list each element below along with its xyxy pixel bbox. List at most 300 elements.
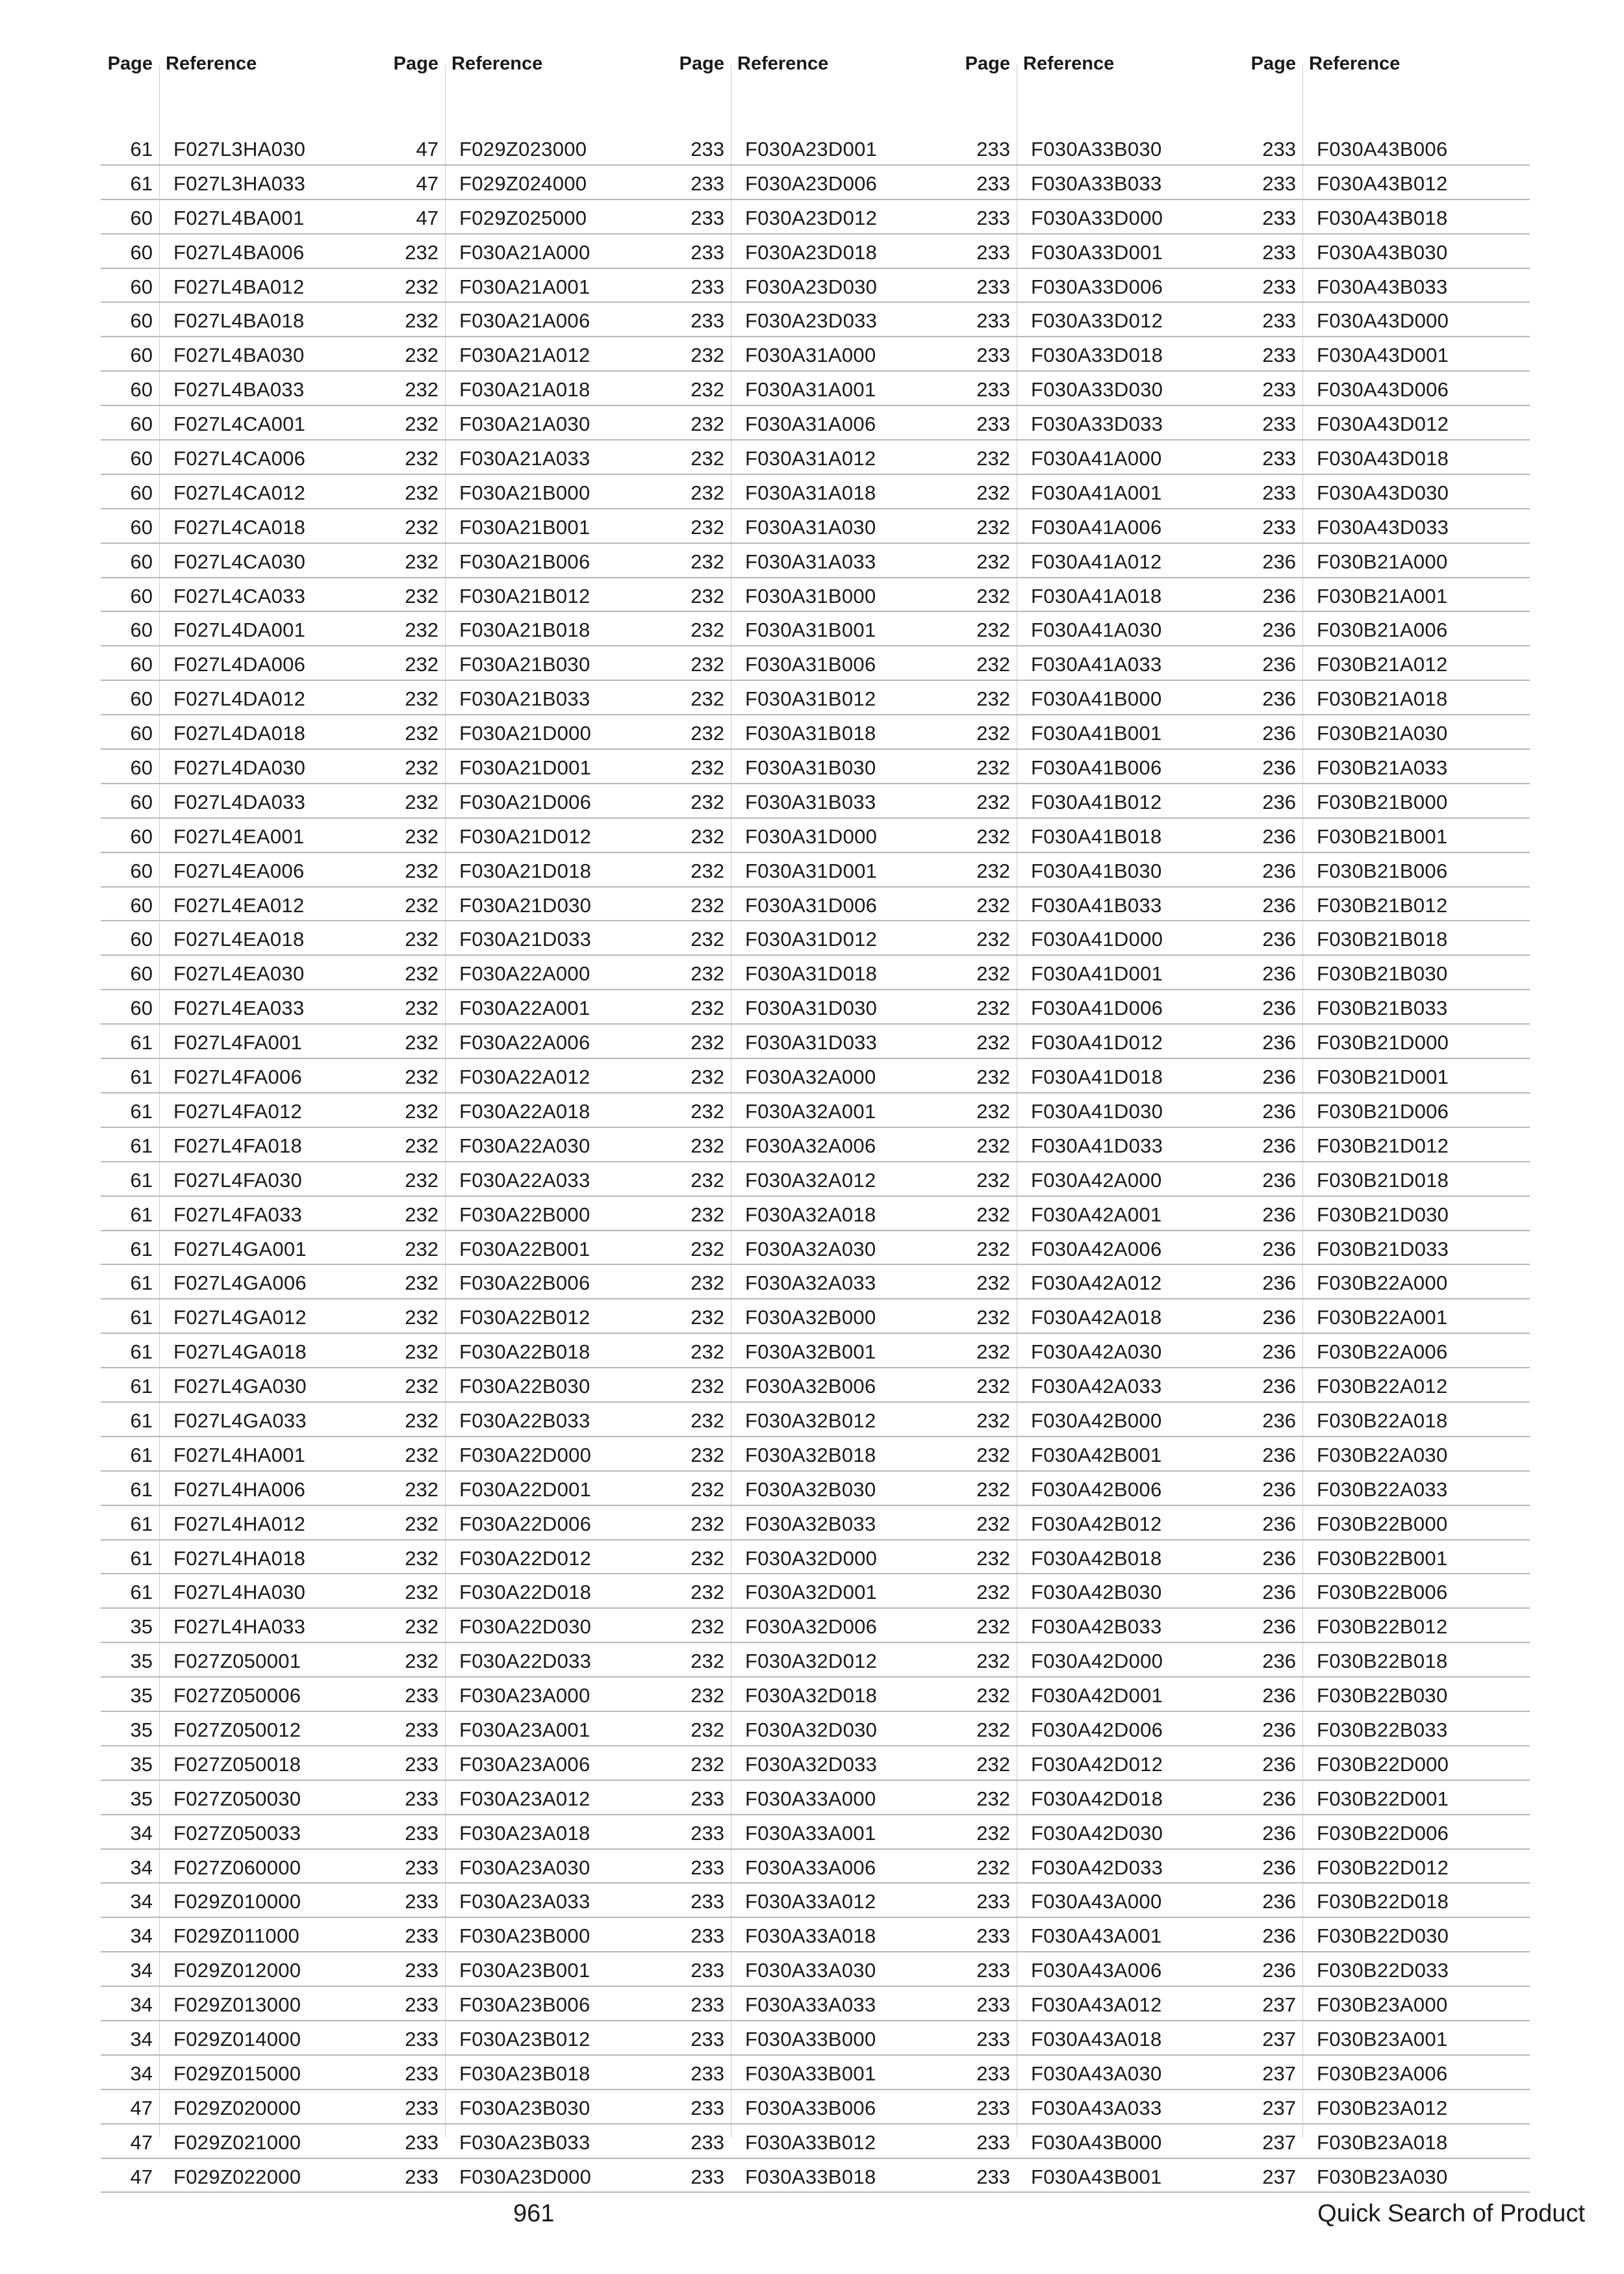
index-row [101, 1850, 387, 1884]
reference-code-cell: F030A23B033 [459, 2130, 590, 2154]
page-number-cell: 233 [1262, 344, 1296, 367]
page-number-cell: 232 [405, 619, 438, 642]
index-row [101, 1746, 387, 1781]
reference-code-cell: F027L4CA006 [173, 447, 306, 470]
index-row [387, 1574, 672, 1609]
page-number-cell: 233 [976, 275, 1010, 298]
page-number-cell: 236 [1262, 687, 1296, 711]
page-number-cell: 61 [130, 1443, 153, 1466]
page-number-cell: 232 [405, 893, 438, 917]
page-number-cell: 232 [691, 722, 724, 745]
page-number-cell: 232 [405, 515, 438, 539]
index-row [672, 475, 958, 509]
index-row [101, 1162, 387, 1197]
page-number-cell: 232 [691, 378, 724, 402]
index-row [958, 646, 1244, 681]
index-row [101, 2056, 387, 2090]
page-number-cell: 233 [1262, 206, 1296, 229]
index-row [958, 1334, 1244, 1368]
page-number-cell: 60 [130, 893, 153, 917]
index-row [1244, 1231, 1530, 1266]
reference-code-cell: F027L4DA030 [173, 756, 306, 780]
page-number-cell: 232 [691, 1718, 724, 1741]
reference-code-cell: F027L4HA030 [173, 1581, 306, 1604]
page-number-cell: 232 [405, 240, 438, 264]
index-row [101, 131, 387, 166]
index-row [958, 441, 1244, 475]
index-row [958, 303, 1244, 337]
reference-code-cell: F030A23D012 [745, 206, 878, 229]
page-number-cell: 34 [130, 1856, 153, 1879]
page-number-cell: 60 [130, 619, 153, 642]
reference-code-cell: F030B22A030 [1317, 1443, 1448, 1466]
page-number-cell: 60 [130, 550, 153, 573]
page-number-cell: 233 [1262, 275, 1296, 298]
index-row [101, 441, 387, 475]
reference-code-cell: F030A22A001 [459, 997, 590, 1020]
reference-code-cell: F030A31A006 [745, 413, 876, 436]
page-number-cell: 236 [1262, 1512, 1296, 1535]
page-number-cell: 236 [1262, 1718, 1296, 1741]
page-number-cell: 60 [130, 584, 153, 607]
page-number-cell: 232 [976, 1684, 1010, 1707]
index-row [387, 1850, 672, 1884]
page-number-cell: 34 [130, 1890, 153, 1913]
index-row [387, 1197, 672, 1231]
index-row [387, 1952, 672, 1987]
index-row [958, 750, 1244, 784]
reference-code-cell: F030A31D001 [745, 859, 878, 882]
reference-code-cell: F030A32D018 [745, 1684, 878, 1707]
reference-code-cell: F030A42B033 [1031, 1615, 1162, 1639]
reference-code-cell: F030A31A030 [745, 515, 876, 539]
index-row [387, 1403, 672, 1437]
index-row [387, 1128, 672, 1162]
reference-code-cell: F027Z060000 [173, 1856, 301, 1879]
page-number-cell: 60 [130, 756, 153, 780]
reference-code-cell: F030B21B030 [1317, 962, 1448, 986]
page-number-cell: 233 [1262, 309, 1296, 333]
page-number-cell: 232 [405, 1168, 438, 1192]
reference-code-cell: F030B22B012 [1317, 1615, 1448, 1639]
index-row [101, 337, 387, 372]
page-number-cell: 232 [691, 1684, 724, 1707]
index-row [958, 1918, 1244, 1952]
reference-code-cell: F030A23D000 [459, 2165, 592, 2188]
reference-code-cell: F030B22D000 [1317, 1752, 1449, 1776]
index-row [1244, 1472, 1530, 1506]
index-row [1244, 1540, 1530, 1575]
page-number-cell: 47 [130, 2130, 153, 2154]
reference-code-cell: F029Z012000 [173, 1959, 301, 1982]
index-row [958, 1678, 1244, 1712]
page-number-cell: 236 [1262, 997, 1296, 1020]
reference-code-cell: F030A33B006 [745, 2096, 876, 2119]
index-row [1244, 1987, 1530, 2021]
page-number-cell: 233 [405, 1821, 438, 1845]
column-header [101, 39, 387, 91]
page-number-cell: 232 [976, 790, 1010, 813]
reference-code-cell: F027L4BA018 [173, 309, 305, 333]
reference-code-cell: F030A41B000 [1031, 687, 1162, 711]
reference-code-cell: F030A23A006 [459, 1752, 590, 1776]
page-number-cell: 233 [976, 2130, 1010, 2154]
page-column-label: Page [1250, 53, 1296, 74]
reference-code-cell: F030A21A030 [459, 413, 590, 436]
reference-column-label: Reference [451, 53, 543, 74]
reference-code-cell: F027L4GA012 [173, 1306, 307, 1329]
reference-code-cell: F030B22D018 [1317, 1890, 1449, 1913]
index-row [387, 990, 672, 1025]
page-number-cell: 232 [976, 1477, 1010, 1501]
column-header [672, 39, 958, 91]
index-row [387, 2125, 672, 2159]
index-row [672, 888, 958, 922]
reference-code-cell: F027Z050030 [173, 1787, 301, 1810]
index-row [672, 1609, 958, 1643]
index-row [1244, 1299, 1530, 1334]
reference-code-cell: F030A32D030 [745, 1718, 878, 1741]
reference-code-cell: F030A31B000 [745, 584, 876, 607]
page-number-cell: 236 [1262, 1409, 1296, 1432]
page-number-cell: 233 [405, 2027, 438, 2050]
index-row [101, 1403, 387, 1437]
index-row [672, 544, 958, 578]
reference-code-cell: F030B21D018 [1317, 1168, 1449, 1192]
reference-code-cell: F030A41D006 [1031, 997, 1163, 1020]
page-number-cell: 60 [130, 378, 153, 402]
index-row [387, 544, 672, 578]
page-number-cell: 232 [976, 481, 1010, 504]
reference-code-cell: F027L4BA012 [173, 275, 305, 298]
page-number-cell: 233 [691, 275, 724, 298]
index-row [1244, 646, 1530, 681]
reference-code-cell: F030B21D033 [1317, 1237, 1449, 1260]
reference-code-cell: F027L4FA030 [173, 1168, 303, 1192]
page-number-cell: 236 [1262, 790, 1296, 813]
page-number-cell: 236 [1262, 1443, 1296, 1466]
page-number-cell: 60 [130, 275, 153, 298]
reference-code-cell: F030A31D033 [745, 1031, 878, 1054]
page-number-cell: 232 [691, 756, 724, 780]
reference-code-cell: F027Z050006 [173, 1684, 301, 1707]
reference-code-cell: F030A42A006 [1031, 1237, 1162, 1260]
index-row [1244, 235, 1530, 269]
index-row [387, 853, 672, 888]
page-number-cell: 232 [691, 790, 724, 813]
index-row [101, 1299, 387, 1334]
page-number-cell: 232 [405, 378, 438, 402]
page-number-cell: 232 [691, 687, 724, 711]
reference-code-cell: F030A22D018 [459, 1581, 592, 1604]
page-number-cell: 47 [130, 2096, 153, 2119]
reference-code-cell: F030A42B030 [1031, 1581, 1162, 1604]
page-number-cell: 237 [1262, 2027, 1296, 2050]
reference-code-cell: F030A31A018 [745, 481, 876, 504]
page-number-cell: 233 [691, 1787, 724, 1810]
reference-code-cell: F030A42B006 [1031, 1477, 1162, 1501]
index-row [672, 509, 958, 544]
page-number-cell: 232 [691, 481, 724, 504]
page-number-cell: 60 [130, 824, 153, 848]
index-row [672, 1678, 958, 1712]
index-row [1244, 475, 1530, 509]
reference-code-cell: F029Z010000 [173, 1890, 301, 1913]
page-number-cell: 233 [691, 1890, 724, 1913]
index-column-1 [101, 39, 387, 2188]
index-row [101, 681, 387, 715]
reference-code-cell: F030A42D012 [1031, 1752, 1163, 1776]
page-number-cell: 236 [1262, 1959, 1296, 1982]
reference-code-cell: F030A22B018 [459, 1340, 590, 1364]
page-number-cell: 61 [130, 1134, 153, 1157]
reference-code-cell: F030B21B001 [1317, 824, 1448, 848]
reference-code-cell: F027L4GA006 [173, 1271, 307, 1295]
page-number-cell: 232 [691, 515, 724, 539]
page-number-cell: 61 [130, 1066, 153, 1089]
reference-code-cell: F030A33B033 [1031, 172, 1162, 195]
reference-code-cell: F030A41B030 [1031, 859, 1162, 882]
reference-code-cell: F030A41D012 [1031, 1031, 1163, 1054]
page-number-cell: 232 [976, 1787, 1010, 1810]
reference-code-cell: F030A43D000 [1317, 309, 1449, 333]
reference-code-cell: F027L4BA006 [173, 240, 305, 264]
page-number-cell: 35 [130, 1615, 153, 1639]
reference-code-cell: F030A31A012 [745, 447, 876, 470]
page-number-cell: 236 [1262, 1890, 1296, 1913]
reference-code-cell: F027L4GA033 [173, 1409, 307, 1432]
reference-code-cell: F030B23A018 [1317, 2130, 1448, 2154]
index-row [672, 406, 958, 441]
reference-code-cell: F030A43B001 [1031, 2165, 1162, 2188]
page-number-cell: 236 [1262, 1306, 1296, 1329]
page-number-cell: 232 [405, 309, 438, 333]
index-row [101, 406, 387, 441]
page-number-cell: 232 [405, 413, 438, 436]
page-number-cell: 232 [976, 1512, 1010, 1535]
reference-code-cell: F027L4CA033 [173, 584, 306, 607]
page-number-cell: 232 [691, 447, 724, 470]
index-row [958, 1609, 1244, 1643]
reference-code-cell: F030A21D001 [459, 756, 592, 780]
index-row [1244, 819, 1530, 853]
reference-code-cell: F030B22A012 [1317, 1375, 1448, 1398]
page-number-cell: 233 [1262, 481, 1296, 504]
page-number-cell: 236 [1262, 1340, 1296, 1364]
index-row [958, 1815, 1244, 1850]
reference-code-cell: F030A22B001 [459, 1237, 590, 1260]
index-row [958, 578, 1244, 613]
reference-code-cell: F030A42B012 [1031, 1512, 1162, 1535]
reference-code-cell: F029Z023000 [459, 138, 587, 160]
page-number-cell: 232 [691, 1203, 724, 1226]
page-number-cell: 232 [976, 756, 1010, 780]
index-row [672, 1162, 958, 1197]
page-number-cell: 236 [1262, 1856, 1296, 1879]
page-number-cell: 232 [976, 1271, 1010, 1295]
page-number-cell: 232 [405, 584, 438, 607]
page-number-cell: 232 [976, 859, 1010, 882]
page-number-cell: 232 [691, 1306, 724, 1329]
reference-code-cell: F030B22A001 [1317, 1306, 1448, 1329]
reference-code-cell: F030B21D006 [1317, 1099, 1449, 1123]
index-row [101, 2021, 387, 2056]
page-number-cell: 233 [691, 206, 724, 229]
index-row [101, 269, 387, 303]
index-rows [1244, 131, 1530, 2193]
index-row [101, 1231, 387, 1266]
page-number-cell: 232 [976, 893, 1010, 917]
reference-code-cell: F030B21A000 [1317, 550, 1448, 573]
page-number-cell: 236 [1262, 928, 1296, 951]
page-number-cell: 61 [130, 1168, 153, 1192]
reference-code-cell: F030A33D000 [1031, 206, 1163, 229]
index-row [1244, 166, 1530, 200]
reference-code-cell: F027L4EA012 [173, 893, 305, 917]
index-row [387, 1059, 672, 1093]
index-row [1244, 1025, 1530, 1059]
page-number: 961 [513, 2200, 555, 2227]
reference-code-cell: F030A33D030 [1031, 378, 1163, 402]
index-row [672, 303, 958, 337]
reference-code-cell: F030A31B018 [745, 722, 876, 745]
reference-code-cell: F030A31D030 [745, 997, 878, 1020]
page-number-cell: 232 [976, 1375, 1010, 1398]
reference-code-cell: F027L4FA012 [173, 1099, 303, 1123]
page-number-cell: 236 [1262, 1168, 1296, 1192]
index-row [958, 681, 1244, 715]
page-number-cell: 61 [130, 1409, 153, 1432]
page-number-cell: 60 [130, 722, 153, 745]
page-number-cell: 232 [976, 1237, 1010, 1260]
index-row [1244, 2125, 1530, 2159]
index-row [958, 1368, 1244, 1403]
page-number-cell: 233 [976, 1924, 1010, 1948]
index-row [958, 1987, 1244, 2021]
page-number-cell: 232 [976, 447, 1010, 470]
reference-code-cell: F027L4CA030 [173, 550, 306, 573]
index-row [672, 990, 958, 1025]
index-row [958, 200, 1244, 235]
reference-code-cell: F030A23A030 [459, 1856, 590, 1879]
index-row [672, 612, 958, 646]
index-row [958, 1093, 1244, 1128]
index-row [1244, 715, 1530, 750]
index-row [387, 578, 672, 613]
index-row [1244, 1678, 1530, 1712]
page-number-cell: 232 [405, 1409, 438, 1432]
page-number-cell: 232 [405, 1615, 438, 1639]
page-number-cell: 232 [976, 619, 1010, 642]
page-number-cell: 232 [405, 447, 438, 470]
index-row [1244, 200, 1530, 235]
page-number-cell: 232 [976, 653, 1010, 676]
index-row [387, 646, 672, 681]
page-number-cell: 47 [130, 2165, 153, 2188]
index-row [387, 2021, 672, 2056]
index-row [101, 1918, 387, 1952]
reference-code-cell: F030A41D018 [1031, 1066, 1163, 1089]
page-number-cell: 232 [691, 928, 724, 951]
index-row [672, 1987, 958, 2021]
reference-code-cell: F030B23A006 [1317, 2062, 1448, 2085]
reference-code-cell: F030A42D000 [1031, 1650, 1163, 1673]
reference-code-cell: F030A23D001 [745, 138, 878, 160]
index-row [672, 819, 958, 853]
reference-code-cell: F030B21D030 [1317, 1203, 1449, 1226]
reference-code-cell: F030A22D033 [459, 1650, 592, 1673]
page-number-cell: 236 [1262, 859, 1296, 882]
index-row [387, 1987, 672, 2021]
reference-code-cell: F030A32A001 [745, 1099, 876, 1123]
index-row [1244, 1403, 1530, 1437]
reference-code-cell: F030A21A006 [459, 309, 590, 333]
page-number-cell: 233 [976, 1890, 1010, 1913]
reference-code-cell: F030A42D033 [1031, 1856, 1163, 1879]
index-row [101, 1197, 387, 1231]
page-number-cell: 233 [691, 2130, 724, 2154]
page-number-cell: 60 [130, 240, 153, 264]
index-row [387, 406, 672, 441]
index-row [958, 2090, 1244, 2125]
index-row [101, 166, 387, 200]
page-number-cell: 233 [405, 2130, 438, 2154]
index-row [958, 235, 1244, 269]
index-row [672, 1437, 958, 1472]
index-row [101, 1884, 387, 1918]
reference-code-cell: F030A23A001 [459, 1718, 590, 1741]
index-row [387, 1437, 672, 1472]
index-row [1244, 269, 1530, 303]
reference-code-cell: F030B22A006 [1317, 1340, 1448, 1364]
reference-code-cell: F030A32B030 [745, 1477, 876, 1501]
page-number-cell: 232 [691, 1237, 724, 1260]
reference-code-cell: F030A23B012 [459, 2027, 590, 2050]
reference-code-cell: F030A21B006 [459, 550, 590, 573]
reference-code-cell: F027L4BA030 [173, 344, 305, 367]
page-number-cell: 232 [976, 722, 1010, 745]
page-number-cell: 236 [1262, 722, 1296, 745]
index-row [958, 1952, 1244, 1987]
reference-code-cell: F030B21A012 [1317, 653, 1448, 676]
index-row [958, 2125, 1244, 2159]
index-row [1244, 1162, 1530, 1197]
page-number-cell: 232 [405, 344, 438, 367]
reference-code-cell: F030A21B030 [459, 653, 590, 676]
page-number-cell: 236 [1262, 1615, 1296, 1639]
page-number-cell: 236 [1262, 1099, 1296, 1123]
reference-code-cell: F030A43B006 [1317, 138, 1448, 160]
reference-code-cell: F030A31D000 [745, 824, 878, 848]
reference-code-cell: F030B21B012 [1317, 893, 1448, 917]
reference-code-cell: F030B22D006 [1317, 1821, 1449, 1845]
reference-code-cell: F030A43B030 [1317, 240, 1448, 264]
index-row [101, 2125, 387, 2159]
column-header [1244, 39, 1530, 91]
index-row [672, 784, 958, 819]
page-number-cell: 233 [691, 172, 724, 195]
index-row [1244, 612, 1530, 646]
index-row [387, 956, 672, 990]
index-rows [101, 131, 387, 2193]
page-number-cell: 232 [691, 1752, 724, 1776]
index-row [672, 1265, 958, 1299]
page-number-cell: 232 [405, 1546, 438, 1570]
index-row [958, 1162, 1244, 1197]
reference-code-cell: F027L4HA012 [173, 1512, 306, 1535]
reference-code-cell: F030A32B000 [745, 1306, 876, 1329]
page-number-cell: 236 [1262, 1924, 1296, 1948]
